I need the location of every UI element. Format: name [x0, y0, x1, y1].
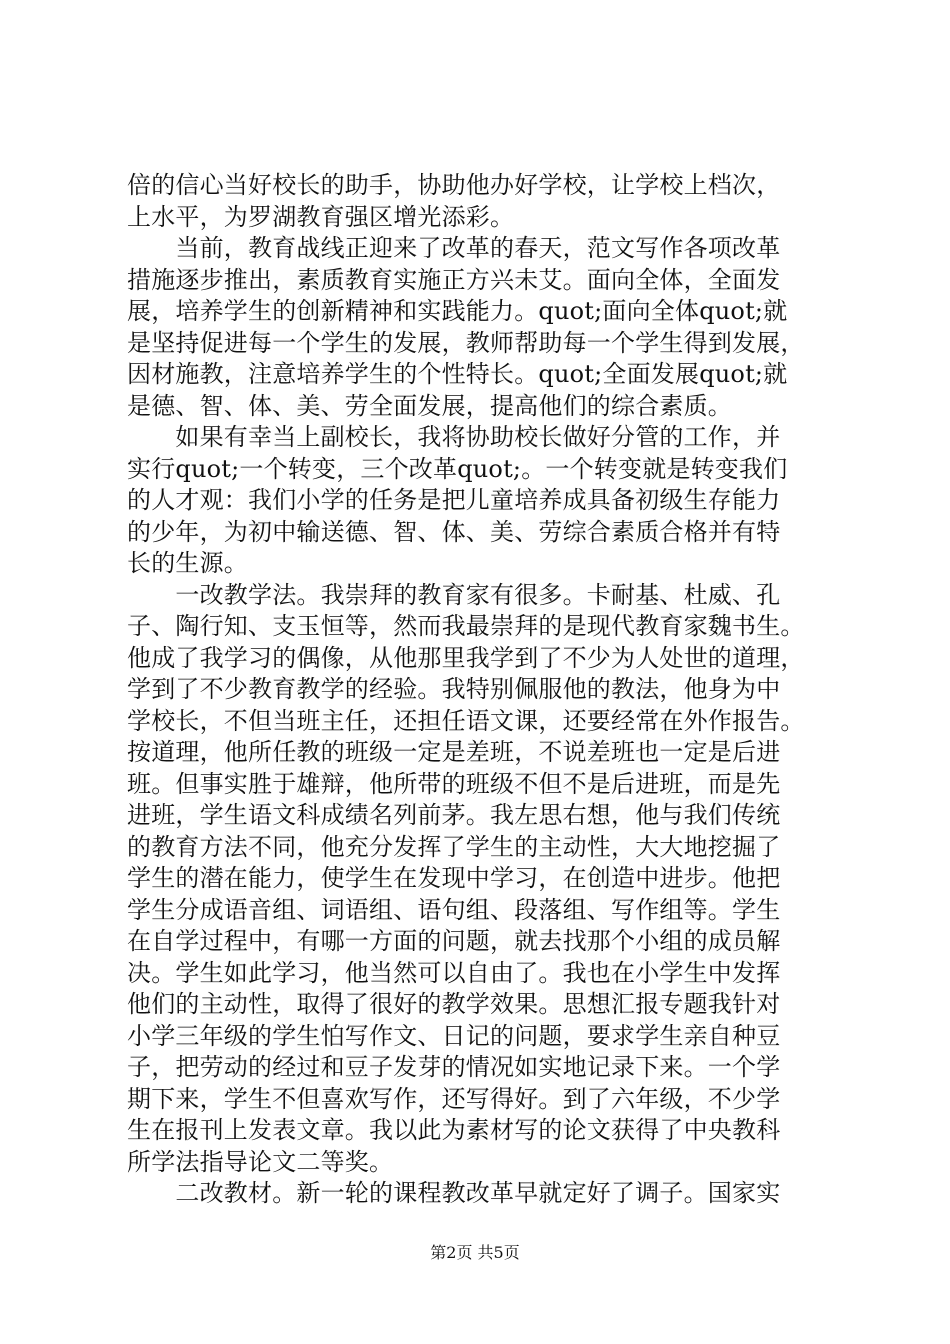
text-line: 子、陶行知、支玉恒等，然而我最崇拜的是现代教育家魏书生。 [127, 612, 805, 640]
text-line: 的教育方法不同，他充分发挥了学生的主动性，大大地挖掘了 [127, 832, 781, 861]
text-line: 他成了我学习的偶像，从他那里我学到了不少为人处世的道理， [127, 643, 805, 672]
text-line: 实行quot;一个转变，三个改革quot;。一个转变就是转变我们 [127, 454, 788, 483]
text-line: 倍的信心当好校长的助手，协助他办好学校，让学校上档次， [127, 171, 781, 199]
page-number-footer: 第2页 共5页 [430, 1243, 520, 1262]
text-line: 在自学过程中，有哪一方面的问题，就去找那个小组的成员解 [127, 927, 781, 955]
text-line: 决。学生如此学习，他当然可以自由了。我也在小学生中发挥 [127, 958, 781, 987]
text-line: 学到了不少教育教学的经验。我特别佩服他的教法，他身为中 [127, 675, 781, 703]
text-line: 学生的潜在能力，使学生在发现中学习，在创造中进步。他把 [127, 864, 781, 892]
text-line: 班。但事实胜于雄辩，他所带的班级不但不是后进班，而是先 [127, 769, 781, 798]
text-line: 措施逐步推出，素质教育实施正方兴未艾。面向全体，全面发 [127, 265, 781, 294]
text-line: 当前，教育战线正迎来了改革的春天，范文写作各项改革 [127, 234, 781, 262]
text-line: 上水平，为罗湖教育强区增光添彩。 [127, 202, 515, 231]
text-line: 的少年，为初中输送德、智、体、美、劳综合素质合格并有特 [127, 517, 781, 546]
text-line: 长的生源。 [127, 549, 248, 577]
text-line: 展，培养学生的创新精神和实践能力。quot;面向全体quot;就 [127, 297, 788, 325]
text-line: 小学三年级的学生怕写作文、日记的问题，要求学生亲自种豆 [127, 1021, 781, 1050]
text-line: 一改教学法。我崇拜的教育家有很多。卡耐基、杜威、孔 [127, 580, 781, 609]
text-line: 生在报刊上发表文章。我以此为素材写的论文获得了中央教科 [127, 1116, 781, 1144]
text-line: 所学法指导论文二等奖。 [127, 1147, 394, 1176]
text-line: 如果有幸当上副校长，我将协助校长做好分管的工作，并 [127, 423, 781, 451]
text-line: 期下来，学生不但喜欢写作，还写得好。到了六年级，不少学 [127, 1084, 781, 1113]
text-line: 他们的主动性，取得了很好的教学效果。思想汇报专题我针对 [127, 990, 781, 1018]
text-line: 二改教材。新一轮的课程教改革早就定好了调子。国家实 [127, 1179, 781, 1207]
text-line: 因材施教，注意培养学生的个性特长。quot;全面发展quot;就 [127, 360, 788, 388]
text-line: 是德、智、体、美、劳全面发展，提高他们的综合素质。 [127, 391, 732, 420]
text-line: 按道理，他所任教的班级一定是差班，不说差班也一定是后进 [127, 738, 781, 766]
text-line: 进班，学生语文科成绩名列前茅。我左思右想，他与我们传统 [127, 801, 781, 829]
text-line: 学校长，不但当班主任，还担任语文课，还要经常在外作报告。 [127, 706, 805, 735]
body-text [127, 170, 827, 1210]
text-line: 的人才观：我们小学的任务是把儿童培养成具备初级生存能力 [127, 486, 781, 514]
text-line: 子，把劳动的经过和豆子发芽的情况如实地记录下来。一个学 [127, 1053, 781, 1081]
text-line: 学生分成语音组、词语组、语句组、段落组、写作组等。学生 [127, 895, 781, 924]
text-line: 是坚持促进每一个学生的发展，教师帮助每一个学生得到发展， [127, 328, 805, 357]
